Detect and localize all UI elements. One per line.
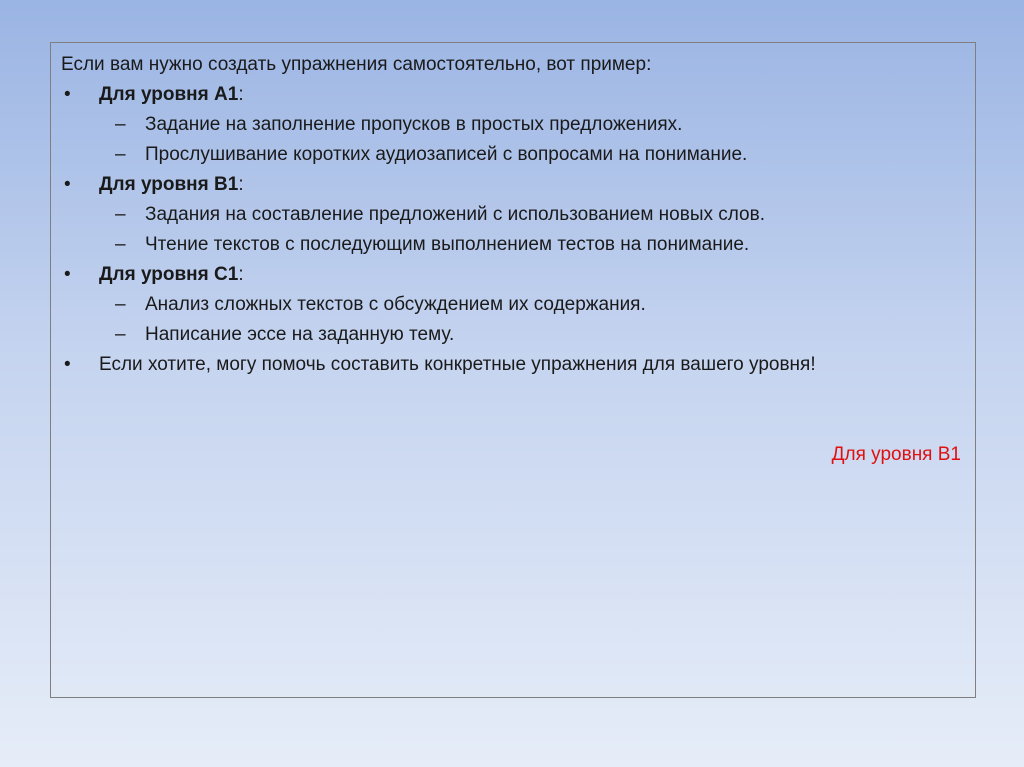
level-colon: : — [238, 174, 244, 195]
level-heading-c1 — [61, 263, 961, 287]
list-item-text: Прослушивание коротких аудиозаписей с вопросами на понимание. — [145, 144, 748, 165]
closing-offer — [61, 353, 961, 377]
red-note-text: Для уровня B1 — [831, 444, 961, 465]
list-item-text: Анализ сложных текстов с обсуждением их содержания. — [145, 294, 646, 315]
dash-icon: – — [115, 234, 126, 255]
list-item — [61, 143, 961, 167]
dash-icon: – — [115, 294, 126, 315]
dash-icon: – — [115, 204, 126, 225]
level-title: Для уровня C1 — [99, 264, 239, 285]
dash-icon: – — [115, 324, 126, 345]
level-colon: : — [238, 264, 244, 285]
bullet-icon: • — [64, 264, 71, 285]
list-item — [61, 113, 961, 137]
list-item — [61, 323, 961, 347]
dash-icon: – — [115, 114, 126, 135]
closing-text: Если хотите, могу помочь составить конкретные упражнения для вашего уровня! — [99, 354, 816, 375]
level-heading-a1 — [61, 83, 961, 107]
list-item — [61, 233, 961, 257]
slide-text-box — [50, 42, 976, 698]
level-title: Для уровня B1 — [99, 174, 239, 195]
list-item — [61, 293, 961, 317]
list-item — [61, 203, 961, 227]
level-title: Для уровня A1 — [99, 84, 239, 105]
list-item-text: Написание эссе на заданную тему. — [145, 324, 455, 345]
bullet-icon: • — [64, 84, 71, 105]
bullet-icon: • — [64, 174, 71, 195]
bullet-icon: • — [64, 354, 71, 375]
dash-icon: – — [115, 144, 126, 165]
list-item-text: Задания на составление предложений с использованием новых слов. — [145, 204, 765, 225]
intro-text: Если вам нужно создать упражнения самостоятельно, вот пример: — [61, 54, 652, 75]
level-heading-b1 — [61, 173, 961, 197]
level-colon: : — [238, 84, 244, 105]
list-item-text: Задание на заполнение пропусков в простых предложениях. — [145, 114, 683, 135]
list-item-text: Чтение текстов с последующим выполнением тестов на понимание. — [145, 234, 750, 255]
